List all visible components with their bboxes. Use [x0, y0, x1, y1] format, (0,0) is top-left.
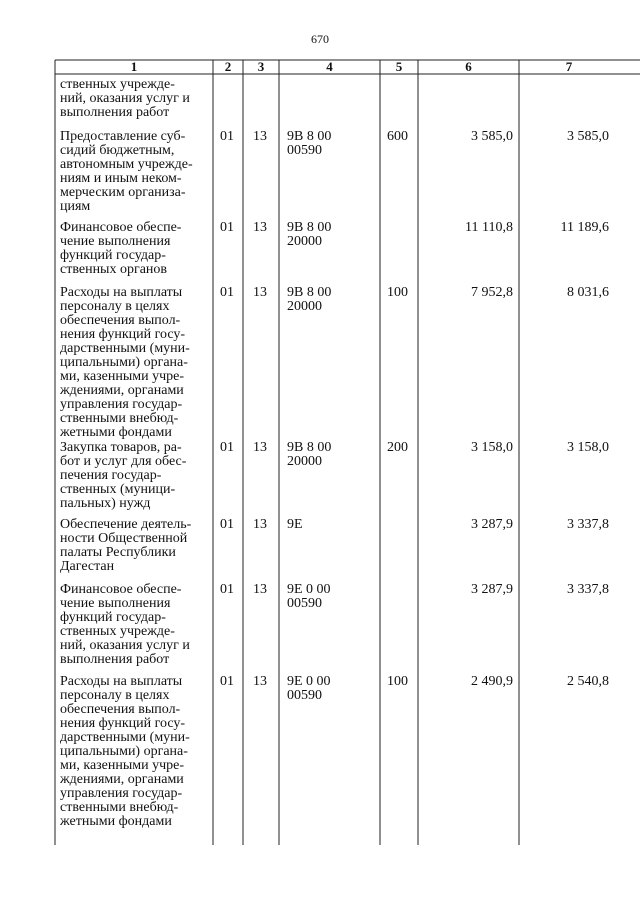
col-header-5: 5	[395, 59, 403, 74]
cell-amount-6: 3 287,9	[471, 517, 513, 532]
col-header-3: 3	[257, 59, 265, 74]
cell-amount-7: 3 585,0	[567, 129, 609, 144]
cell-amount-7: 3 337,8	[567, 582, 609, 597]
cell-subsection: 13	[253, 674, 267, 689]
cell-expense-type: 100	[387, 285, 408, 300]
cell-target-code: 9В 8 00 20000	[287, 285, 332, 314]
cell-subsection: 13	[253, 517, 267, 532]
cell-target-code: 9Е	[287, 517, 303, 532]
cell-section: 01	[220, 220, 234, 235]
cell-section: 01	[220, 440, 234, 455]
col-header-1: 1	[130, 59, 138, 74]
cell-amount-7: 2 540,8	[567, 674, 609, 689]
cell-section: 01	[220, 582, 234, 597]
cell-section: 01	[220, 517, 234, 532]
col-header-6: 6	[465, 59, 472, 74]
cell-target-code: 9Е 0 00 00590	[287, 582, 331, 611]
cell-expense-type: 600	[387, 129, 408, 144]
row-name: Финансовое обеспе- чение выполнения функций государ- ственных учрежде- ний, оказания услуг и выполнения работ	[60, 582, 190, 667]
cell-target-code: 9В 8 00 20000	[287, 440, 332, 469]
cell-target-code: 9Е 0 00 00590	[287, 674, 331, 703]
cell-subsection: 13	[253, 220, 267, 235]
row-name: Расходы на выплаты персоналу в целях обеспечения выпол- нения функций госу- дарственными (муни- ципальными) органа- ми, казенными учре- ждениями, органами управления государ- ственными внебюд- жетными фондами	[60, 674, 190, 829]
cell-amount-6: 3 585,0	[471, 129, 513, 144]
page-number: 670	[311, 32, 329, 46]
cell-section: 01	[220, 285, 234, 300]
row-name: Финансовое обеспе- чение выполнения функций государ- ственных органов	[60, 220, 182, 277]
cell-amount-6: 11 110,8	[465, 220, 513, 235]
row-name: Закупка товаров, ра- бот и услуг для обес- печения государ- ственных (муници- пальных) нужд	[60, 440, 187, 511]
cell-section: 01	[220, 129, 234, 144]
col-header-2: 2	[224, 59, 232, 74]
cell-target-code: 9В 8 00 20000	[287, 220, 332, 249]
cell-subsection: 13	[253, 440, 267, 455]
row-name: Обеспечение деятель- ности Общественной палаты Республики Дагестан	[60, 517, 192, 574]
row-name: ственных учрежде- ний, оказания услуг и выполнения работ	[60, 77, 190, 120]
cell-amount-7: 11 189,6	[560, 220, 609, 235]
cell-target-code: 9В 8 00 00590	[287, 129, 332, 158]
cell-amount-7: 8 031,6	[567, 285, 609, 300]
row-name: Расходы на выплаты персоналу в целях обеспечения выпол- нения функций госу- дарственными (муни- ципальными) органа- ми, казенными учре- ждениями, органами управления государ- ственными внебюд- жетными фондами	[60, 285, 190, 440]
cell-amount-7: 3 337,8	[567, 517, 609, 532]
row-name: Предоставление суб- сидий бюджетным, автономным учрежде- ниям и иным неком- мерческим организа- циям	[60, 129, 193, 214]
cell-amount-6: 7 952,8	[471, 285, 513, 300]
cell-amount-6: 3 287,9	[471, 582, 513, 597]
cell-amount-7: 3 158,0	[567, 440, 609, 455]
cell-expense-type: 100	[387, 674, 408, 689]
cell-subsection: 13	[253, 582, 267, 597]
cell-amount-6: 3 158,0	[471, 440, 513, 455]
col-header-4: 4	[326, 59, 333, 74]
cell-section: 01	[220, 674, 234, 689]
cell-subsection: 13	[253, 285, 267, 300]
cell-amount-6: 2 490,9	[471, 674, 513, 689]
cell-expense-type: 200	[387, 440, 408, 455]
col-header-7: 7	[565, 59, 573, 74]
cell-subsection: 13	[253, 129, 267, 144]
